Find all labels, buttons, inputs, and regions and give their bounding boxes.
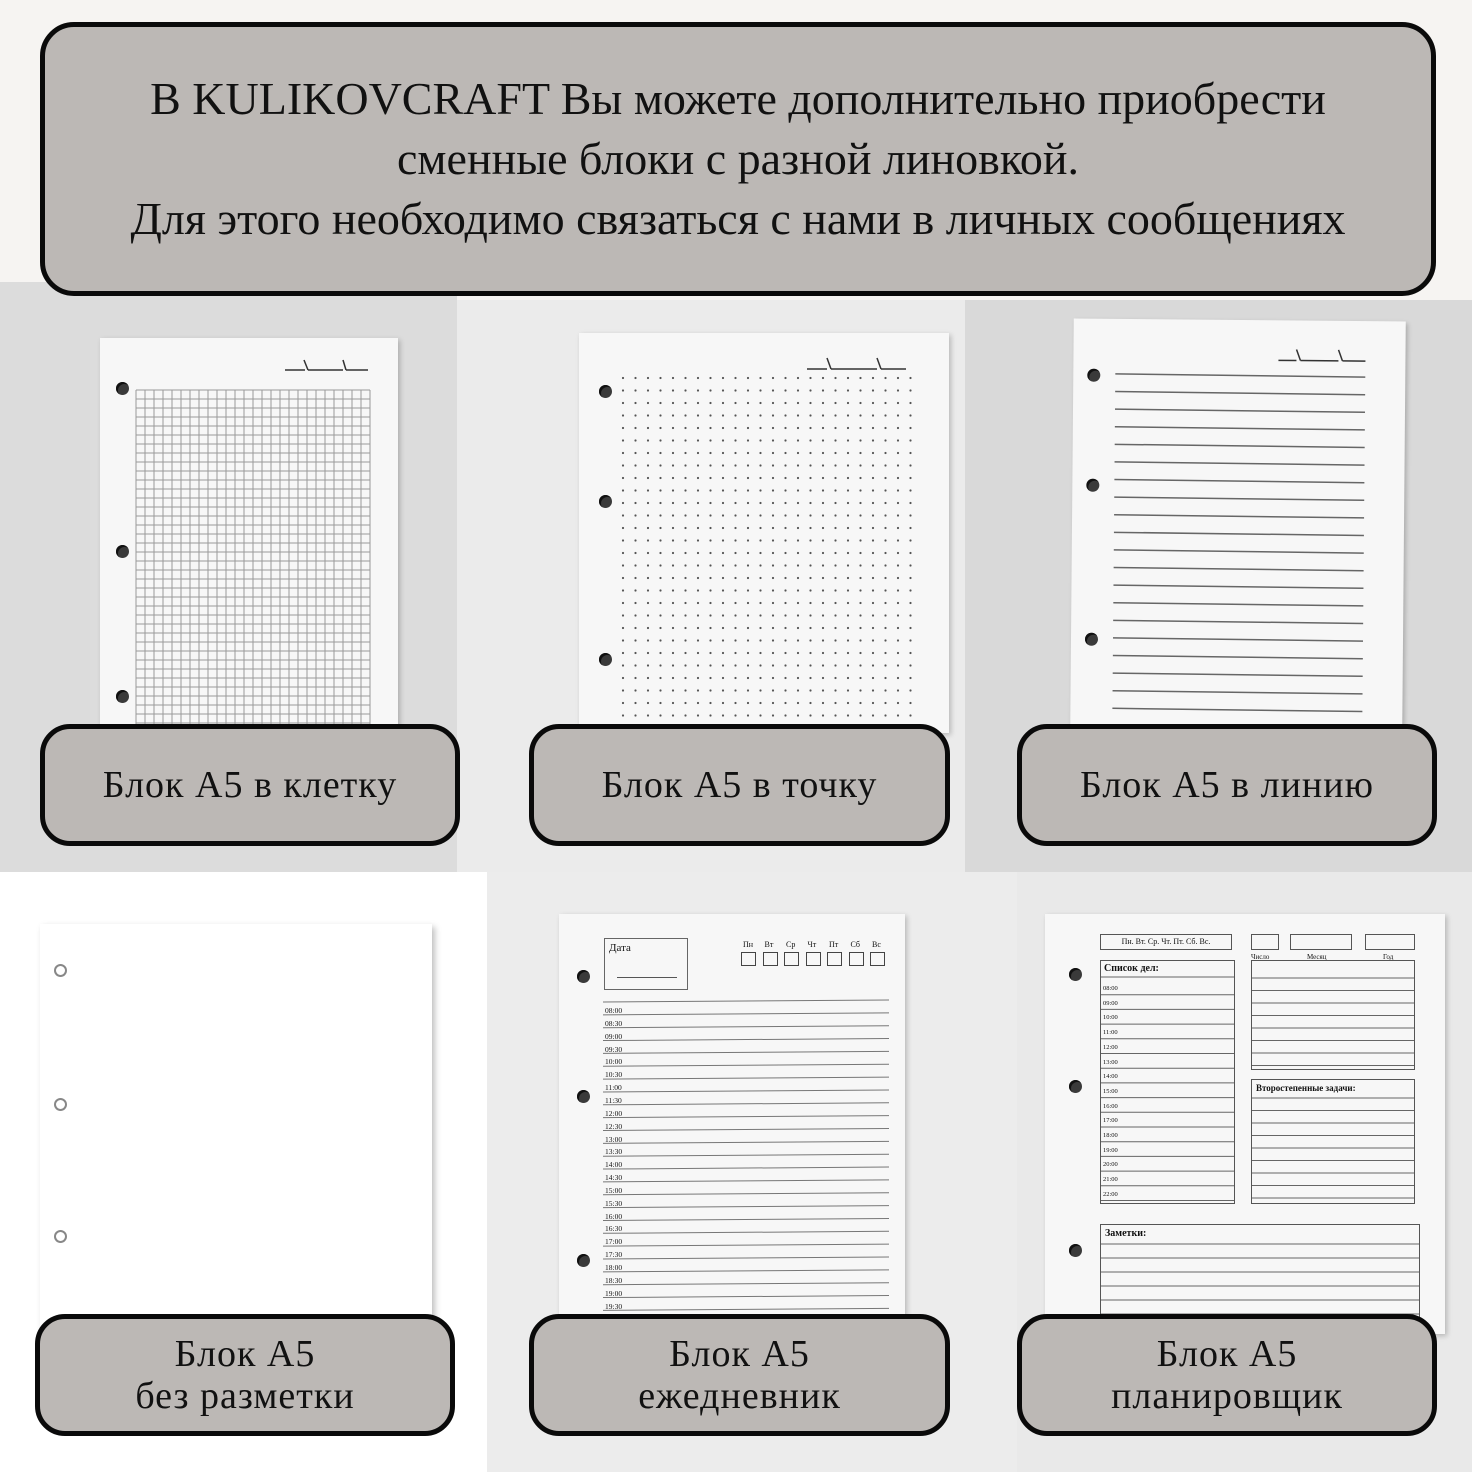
planner-hour: 16:00 [1103, 1102, 1118, 1110]
diary-sheet [559, 914, 905, 1334]
diary-time: 10:00 [605, 1057, 623, 1067]
punch-hole [1087, 369, 1100, 382]
punch-hole [1086, 479, 1099, 492]
punch-hole [1085, 633, 1098, 646]
label-grid-block [40, 724, 460, 846]
weekday-label: Сб [850, 940, 861, 949]
promo-banner [40, 22, 1436, 296]
punch-hole [599, 653, 612, 666]
ruled-lines [1070, 319, 1406, 732]
punch-hole [54, 1230, 67, 1243]
punch-hole [1069, 1080, 1082, 1093]
punch-hole [116, 545, 129, 558]
weekday-label: Ср [786, 940, 796, 949]
diary-time: 14:00 [605, 1160, 623, 1170]
diary-time: 15:00 [605, 1185, 623, 1195]
blank-sheet [40, 924, 432, 1374]
notes-title: Заметки: [1105, 1228, 1147, 1239]
punch-hole [54, 964, 67, 977]
dot-pattern [579, 333, 949, 733]
diary-time: 13:00 [605, 1134, 623, 1144]
number-label: Число [1251, 953, 1270, 961]
punch-hole [599, 495, 612, 508]
diary-time: 11:00 [605, 1083, 622, 1093]
label-diary-block [529, 1314, 950, 1436]
planner-hour: 11:00 [1103, 1029, 1118, 1037]
weekday-label: Вс [872, 940, 881, 949]
planner-hour: 19:00 [1103, 1146, 1118, 1154]
dot-sheet [579, 333, 949, 733]
planner-hour: 15:00 [1103, 1087, 1118, 1095]
todo-title: Список дел: [1104, 963, 1159, 974]
diary-time: 09:30 [605, 1044, 623, 1054]
label-text-line-1: Блок А5 [669, 1333, 810, 1375]
diary-time: 10:30 [605, 1070, 623, 1080]
month-label: Месяц [1307, 953, 1327, 961]
diary-time: 16:00 [605, 1211, 623, 1221]
diary-time: 15:30 [605, 1198, 623, 1208]
diary-time: 14:30 [605, 1173, 623, 1183]
weekday-label: Вт [764, 940, 774, 949]
secondary-title: Второстепенные задачи: [1256, 1083, 1356, 1093]
diary-time: 12:30 [605, 1121, 623, 1131]
planner-weekdays: Пн. Вт. Ср. Чт. Пт. Сб. Вс. [1100, 934, 1232, 950]
weekday-label: Пт [829, 940, 839, 949]
planner-lines [1045, 914, 1445, 1334]
diary-time: 08:30 [605, 1018, 623, 1028]
diary-time: 16:30 [605, 1224, 623, 1234]
diary-time: 09:00 [605, 1031, 623, 1041]
label-line-block [1017, 724, 1437, 846]
diary-time: 18:00 [605, 1263, 623, 1272]
label-text-line-1: Блок А5 [1156, 1333, 1298, 1375]
punch-hole [1069, 968, 1082, 981]
punch-hole [577, 970, 590, 983]
weekday-label: Чт [807, 940, 817, 949]
banner-line-3: Для этого необходимо связаться с нами в личных сообщениях [130, 193, 1346, 244]
punch-hole [577, 1254, 590, 1267]
diary-time: 08:00 [605, 1006, 623, 1015]
planner-hour: 22:00 [1103, 1190, 1118, 1198]
diary-time: 13:30 [605, 1147, 623, 1157]
label-dot-block [529, 724, 950, 846]
label-text-line-2: ежедневник [638, 1375, 841, 1417]
planner-hour: 13:00 [1103, 1058, 1118, 1066]
diary-time: 18:30 [605, 1275, 623, 1285]
planner-hour: 20:00 [1103, 1161, 1118, 1169]
planner-hour: 18:00 [1103, 1132, 1118, 1139]
planner-hour: 17:00 [1103, 1117, 1118, 1125]
label-text: Блок А5 в линию [1080, 764, 1374, 806]
punch-hole [116, 382, 129, 395]
label-text-line-1: Блок А5 [174, 1333, 316, 1375]
diary-time: 12:00 [605, 1108, 623, 1118]
punch-hole [54, 1098, 67, 1111]
planner-hour: 14:00 [1103, 1073, 1118, 1081]
diary-time: 19:30 [605, 1301, 623, 1311]
label-text: Блок А5 в точку [601, 764, 878, 806]
label-text-line-2: без разметки [135, 1375, 355, 1417]
punch-hole [116, 690, 129, 703]
label-planner-block [1017, 1314, 1437, 1436]
planner-hour: 21:00 [1103, 1176, 1118, 1184]
planner-hour: 09:00 [1103, 999, 1118, 1007]
punch-hole [1069, 1244, 1082, 1257]
weekday-label: Пн [743, 940, 754, 949]
diary-time: 19:00 [605, 1288, 623, 1298]
banner-line-1: В KULIKOVCRAFT Вы можете дополнительно приобрести [150, 73, 1326, 124]
diary-time: 17:00 [605, 1237, 623, 1247]
label-text: Блок А5 в клетку [102, 764, 398, 806]
diary-time: 17:30 [605, 1250, 623, 1260]
planner-hour: 08:00 [1103, 985, 1118, 992]
year-label: Год [1383, 953, 1394, 961]
label-text-line-2: планировщик [1111, 1375, 1343, 1417]
date-label: Дата [609, 942, 631, 954]
planner-hour: 10:00 [1103, 1014, 1118, 1022]
punch-hole [577, 1090, 590, 1103]
punch-hole [599, 385, 612, 398]
planner-hour: 12:00 [1103, 1043, 1118, 1051]
label-blank-block [35, 1314, 455, 1436]
line-sheet [1070, 319, 1406, 732]
planner-sheet [1045, 914, 1445, 1334]
diary-time: 11:30 [605, 1095, 622, 1105]
banner-line-2: сменные блоки с разной линовкой. [397, 133, 1079, 184]
